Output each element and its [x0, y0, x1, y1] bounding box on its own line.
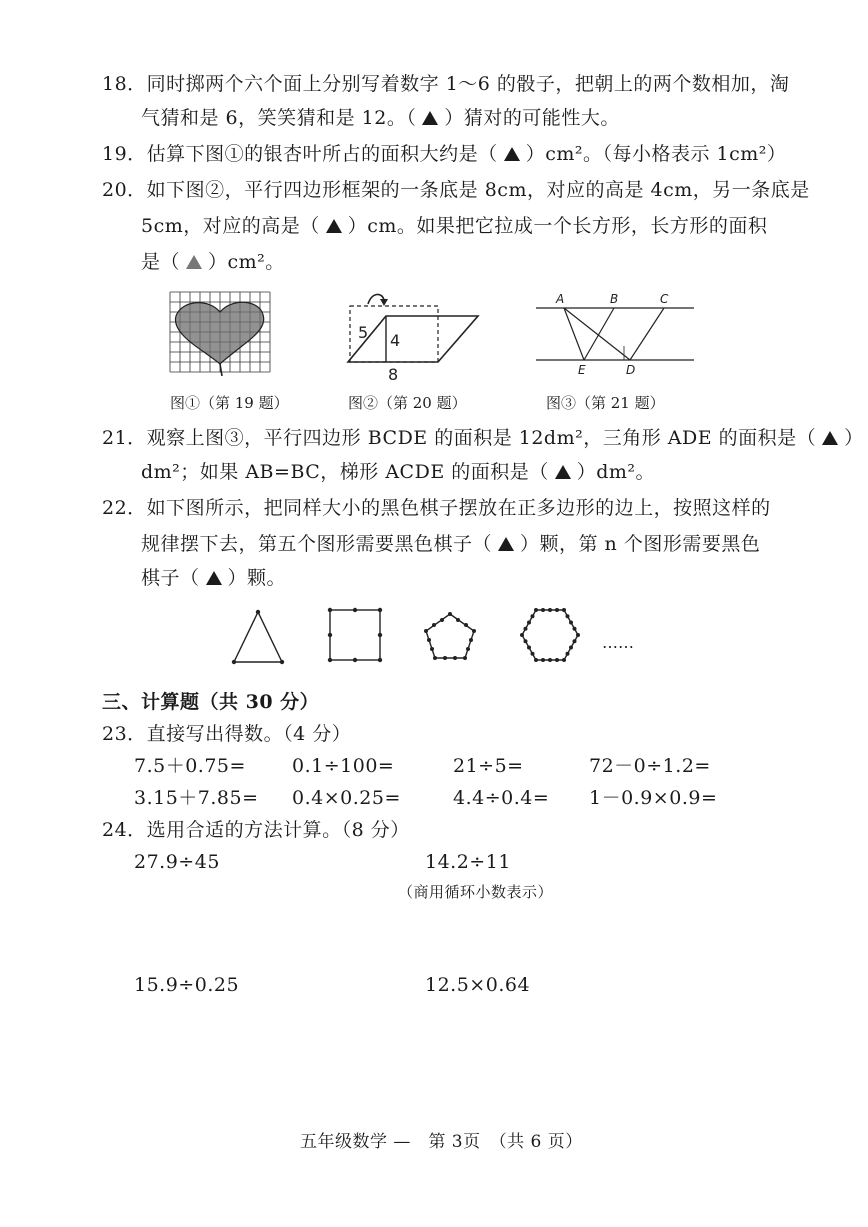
hexagon-figure: [520, 608, 580, 662]
q18-text-b: ）猜对的可能性大。: [444, 107, 620, 129]
q20-text-c: 是（: [141, 251, 181, 273]
q22-text-d: ）颗。: [227, 567, 287, 589]
triangle-icon: [186, 255, 202, 269]
triangle-icon: [206, 571, 222, 585]
figure-1-caption: 图①（第 19 题）: [170, 394, 289, 412]
q22-line3: [141, 566, 286, 590]
q19-line: [102, 142, 786, 166]
q21-text-b: ）: [844, 427, 864, 449]
figure-2-label-height: 4: [390, 331, 401, 350]
q23-r2-c3: 4.4÷0.4=: [453, 787, 550, 809]
page-footer: 五年级数学 — 第 3页 （共 6 页）: [300, 1132, 583, 1152]
q19-text-b: ）cm²。（每小格表示 1cm²）: [525, 143, 787, 165]
q22-polygon-pattern: [220, 600, 640, 680]
q24-problem-1: 27.9÷45: [134, 851, 220, 873]
triangle-icon: [822, 431, 838, 445]
triangle-icon: [504, 147, 520, 161]
q24-problem-2-note: （商用循环小数表示）: [398, 883, 554, 901]
q23-r1-c4: 72－0÷1.2=: [589, 755, 711, 777]
q23-r2-c2: 0.4×0.25=: [292, 787, 401, 809]
q23-r2-c4: 1－0.9×0.9=: [589, 787, 718, 809]
section-3-title: 三、计算题（共 30 分）: [102, 691, 320, 713]
figure-3-label-b: B: [610, 292, 619, 306]
figure-2-label-side: 5: [358, 323, 369, 342]
triangle-icon: [326, 219, 342, 233]
q21-text-c: dm²；如果 AB=BC，梯形 ACDE 的面积是（: [141, 461, 549, 483]
figure-2-caption: 图②（第 20 题）: [348, 394, 467, 412]
pattern-ellipsis: ……: [602, 633, 634, 652]
figure-1-ginkgo-leaf-grid: [168, 290, 274, 378]
q20-line1: 20．如下图②，平行四边形框架的一条底是 8cm，对应的高是 4cm，另一条底是: [102, 179, 810, 201]
q23-r1-c3: 21÷5=: [453, 755, 524, 777]
figure-3-parallelogram-trapezoid: [532, 290, 698, 376]
triangle-icon: [498, 537, 514, 551]
q21-text-d: ）dm²。: [576, 461, 656, 483]
q23-r1-c1: 7.5＋0.75=: [134, 755, 246, 777]
q21-line1: [102, 426, 864, 450]
q20-text-b: ）cm。如果把它拉成一个长方形，长方形的面积: [347, 215, 768, 237]
q24-title: 24．选用合适的方法计算。（8 分）: [102, 819, 410, 841]
figure-3-label-d: D: [626, 363, 636, 376]
figure-2-label-base: 8: [388, 365, 399, 382]
q23-r2-c1: 3.15＋7.85=: [134, 787, 259, 809]
q21-text-a: 21．观察上图③，平行四边形 BCDE 的面积是 12dm²，三角形 ADE 的面积是（: [102, 427, 817, 449]
figure-3-caption: 图③（第 21 题）: [546, 394, 665, 412]
q23-title: 23．直接写出得数。（4 分）: [102, 723, 352, 745]
q18-text-a: 气猜和是 6，笑笑猜和是 12。（: [141, 107, 417, 129]
q19-text-a: 19．估算下图①的银杏叶所占的面积大约是（: [102, 143, 498, 165]
q24-problem-2: 14.2÷11: [425, 851, 511, 873]
q18-line2: [141, 106, 620, 130]
figure-3-label-a: A: [556, 292, 565, 306]
q22-text-b: ）颗，第 n 个图形需要黑色: [520, 533, 761, 555]
figure-3-label-c: C: [660, 292, 669, 306]
q20-line2: [141, 214, 767, 238]
q22-line2: [141, 532, 760, 556]
q24-problem-4: 12.5×0.64: [425, 974, 531, 996]
q20-text-d: ）cm²。: [208, 251, 285, 273]
figure-3-label-e: E: [578, 363, 586, 376]
pentagon-figure: [424, 612, 476, 660]
triangle-icon: [555, 465, 571, 479]
q20-line3: [141, 250, 285, 274]
figure-2-parallelogram-frame: [338, 290, 488, 382]
q23-r1-c2: 0.1÷100=: [292, 755, 395, 777]
q18-line1: 18．同时掷两个六个面上分别写着数字 1～6 的骰子，把朝上的两个数相加，淘: [102, 73, 790, 95]
q21-line2: [141, 460, 655, 484]
triangle-icon: [422, 111, 438, 125]
q22-line1: 22．如下图所示，把同样大小的黑色棋子摆放在正多边形的边上，按照这样的: [102, 497, 771, 519]
square-figure: [328, 608, 382, 662]
q20-text-a: 5cm，对应的高是（: [141, 215, 320, 237]
q22-text-c: 棋子（: [141, 567, 200, 589]
q24-problem-3: 15.9÷0.25: [134, 974, 240, 996]
triangle-figure: [232, 610, 284, 664]
q22-text-a: 规律摆下去，第五个图形需要黑色棋子（: [141, 533, 493, 555]
